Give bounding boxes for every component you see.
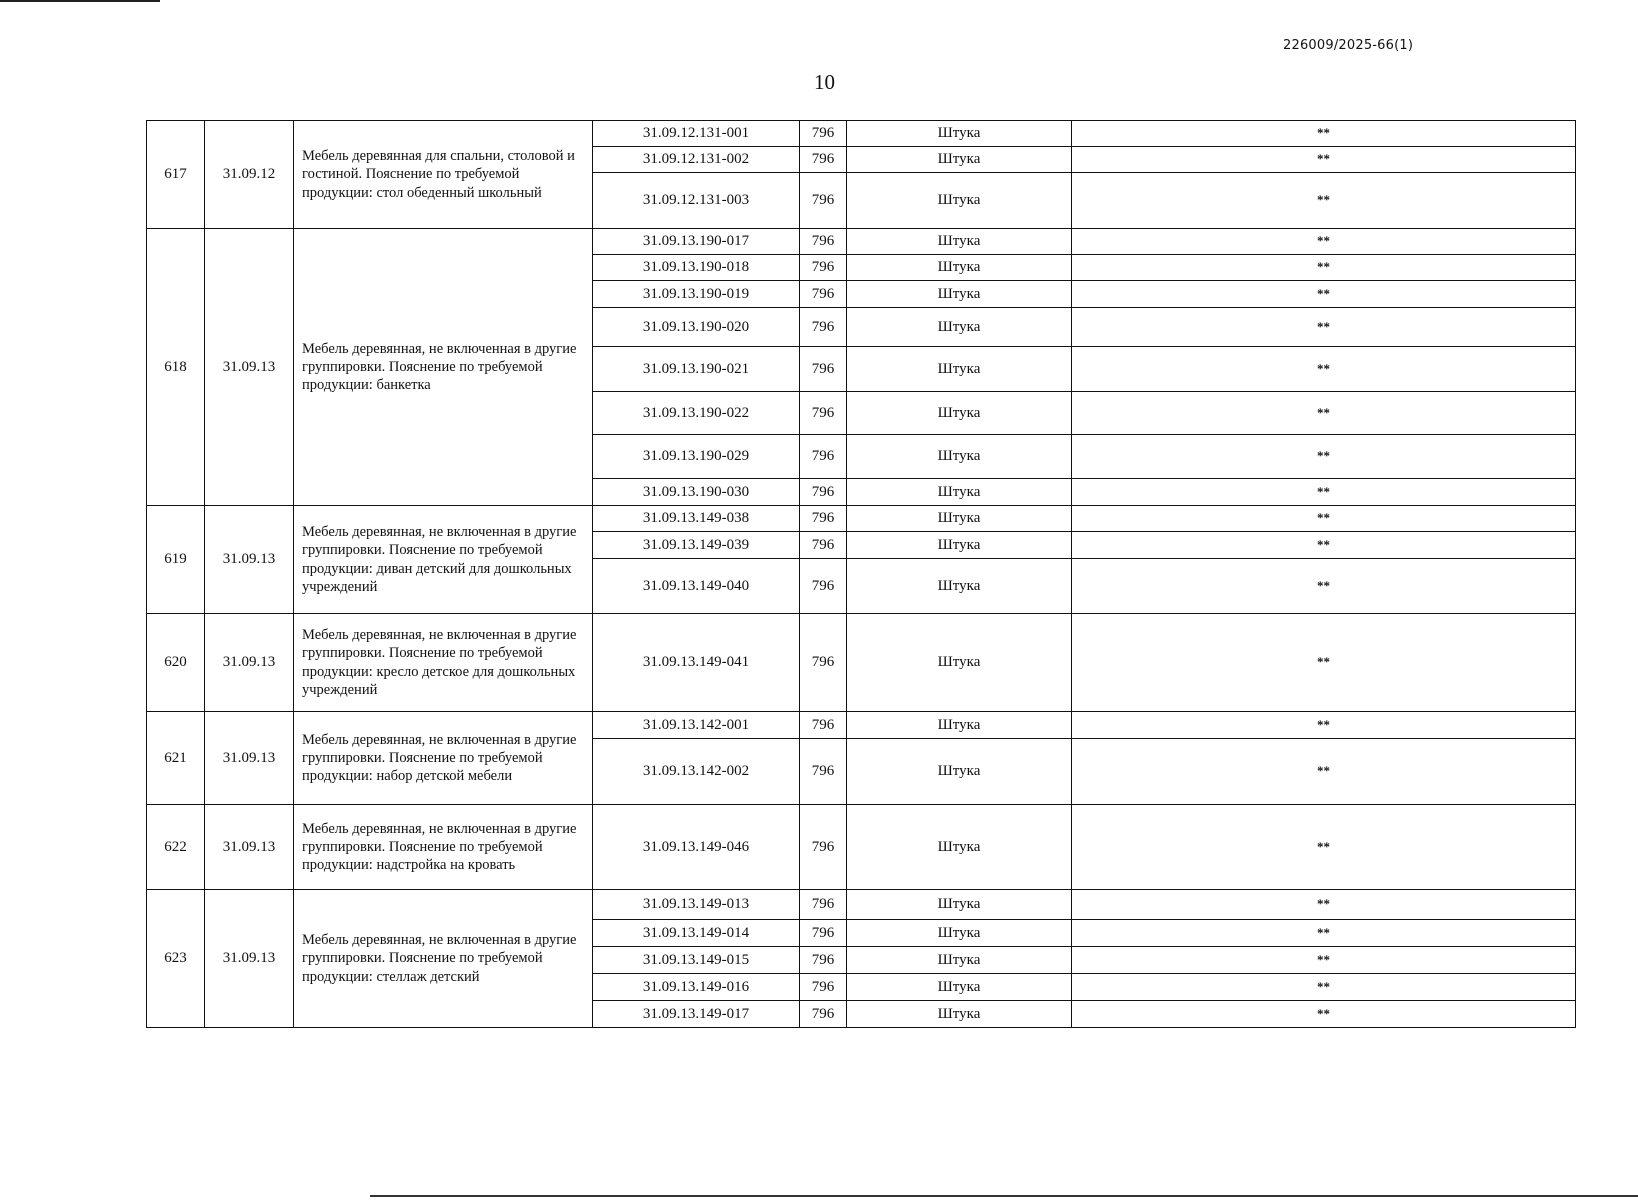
unit-name: Штука	[847, 739, 1072, 805]
quantity-note: **	[1072, 479, 1576, 506]
unit-name: Штука	[847, 229, 1072, 255]
okei-code: 796	[800, 121, 847, 147]
okei-code: 796	[800, 255, 847, 281]
quantity-note: **	[1072, 147, 1576, 173]
okei-code: 796	[800, 712, 847, 739]
row-number: 623	[147, 890, 205, 1028]
unit-name: Штука	[847, 347, 1072, 392]
table-row	[147, 712, 1576, 739]
ktru-code: 31.09.13.149-038	[593, 506, 800, 532]
ktru-code: 31.09.13.149-041	[593, 614, 800, 712]
quantity-note: **	[1072, 920, 1576, 947]
products-table	[146, 120, 1576, 1028]
quantity-note: **	[1072, 506, 1576, 532]
unit-name: Штука	[847, 1001, 1072, 1028]
okei-code: 796	[800, 229, 847, 255]
okei-code: 796	[800, 308, 847, 347]
row-number: 619	[147, 506, 205, 614]
unit-name: Штука	[847, 255, 1072, 281]
ktru-code: 31.09.13.149-015	[593, 947, 800, 974]
okpd-code: 31.09.13	[205, 614, 294, 712]
okei-code: 796	[800, 1001, 847, 1028]
product-description: Мебель деревянная для спальни, столовой и гостиной. Пояснение по требуемой продукции: стол обеденный школьный	[294, 121, 593, 229]
quantity-note: **	[1072, 712, 1576, 739]
ktru-code: 31.09.12.131-002	[593, 147, 800, 173]
okei-code: 796	[800, 347, 847, 392]
okei-code: 796	[800, 532, 847, 559]
unit-name: Штука	[847, 506, 1072, 532]
okei-code: 796	[800, 392, 847, 435]
ktru-code: 31.09.13.149-013	[593, 890, 800, 920]
unit-name: Штука	[847, 479, 1072, 506]
okei-code: 796	[800, 947, 847, 974]
row-number: 617	[147, 121, 205, 229]
okei-code: 796	[800, 920, 847, 947]
unit-name: Штука	[847, 805, 1072, 890]
okpd-code: 31.09.13	[205, 712, 294, 805]
quantity-note: **	[1072, 173, 1576, 229]
quantity-note: **	[1072, 614, 1576, 712]
product-description: Мебель деревянная, не включенная в другие группировки. Пояснение по требуемой продукции: кресло детское для дошкольных учреждений	[294, 614, 593, 712]
row-number: 620	[147, 614, 205, 712]
okei-code: 796	[800, 281, 847, 308]
ktru-code: 31.09.13.149-046	[593, 805, 800, 890]
unit-name: Штука	[847, 308, 1072, 347]
quantity-note: **	[1072, 435, 1576, 479]
unit-name: Штука	[847, 614, 1072, 712]
quantity-note: **	[1072, 947, 1576, 974]
okpd-code: 31.09.13	[205, 890, 294, 1028]
quantity-note: **	[1072, 347, 1576, 392]
quantity-note: **	[1072, 739, 1576, 805]
okei-code: 796	[800, 805, 847, 890]
ktru-code: 31.09.13.142-002	[593, 739, 800, 805]
unit-name: Штука	[847, 974, 1072, 1001]
okei-code: 796	[800, 173, 847, 229]
ktru-code: 31.09.12.131-003	[593, 173, 800, 229]
ktru-code: 31.09.13.190-022	[593, 392, 800, 435]
okei-code: 796	[800, 506, 847, 532]
ktru-code: 31.09.13.149-016	[593, 974, 800, 1001]
quantity-note: **	[1072, 121, 1576, 147]
document-id: 226009/2025-66(1)	[1283, 38, 1414, 53]
product-description: Мебель деревянная, не включенная в другие группировки. Пояснение по требуемой продукции: диван детский для дошкольных учреждений	[294, 506, 593, 614]
table-row	[147, 121, 1576, 147]
okpd-code: 31.09.12	[205, 121, 294, 229]
scan-edge-line-top	[0, 0, 160, 2]
table-row	[147, 229, 1576, 255]
ktru-code: 31.09.12.131-001	[593, 121, 800, 147]
okpd-code: 31.09.13	[205, 229, 294, 506]
ktru-code: 31.09.13.190-021	[593, 347, 800, 392]
quantity-note: **	[1072, 532, 1576, 559]
table-row	[147, 805, 1576, 890]
ktru-code: 31.09.13.190-018	[593, 255, 800, 281]
product-description: Мебель деревянная, не включенная в другие группировки. Пояснение по требуемой продукции: стеллаж детский	[294, 890, 593, 1028]
unit-name: Штука	[847, 121, 1072, 147]
unit-name: Штука	[847, 559, 1072, 614]
ktru-code: 31.09.13.190-030	[593, 479, 800, 506]
okei-code: 796	[800, 147, 847, 173]
quantity-note: **	[1072, 255, 1576, 281]
row-number: 621	[147, 712, 205, 805]
unit-name: Штука	[847, 532, 1072, 559]
ktru-code: 31.09.13.190-020	[593, 308, 800, 347]
okpd-code: 31.09.13	[205, 506, 294, 614]
okei-code: 796	[800, 974, 847, 1001]
product-description: Мебель деревянная, не включенная в другие группировки. Пояснение по требуемой продукции: набор детской мебели	[294, 712, 593, 805]
unit-name: Штука	[847, 435, 1072, 479]
product-description: Мебель деревянная, не включенная в другие группировки. Пояснение по требуемой продукции: надстройка на кровать	[294, 805, 593, 890]
okei-code: 796	[800, 890, 847, 920]
okpd-code: 31.09.13	[205, 805, 294, 890]
table-row	[147, 506, 1576, 532]
product-description: Мебель деревянная, не включенная в другие группировки. Пояснение по требуемой продукции: банкетка	[294, 229, 593, 506]
quantity-note: **	[1072, 308, 1576, 347]
page-number: 10	[814, 70, 835, 94]
okei-code: 796	[800, 479, 847, 506]
unit-name: Штука	[847, 920, 1072, 947]
quantity-note: **	[1072, 890, 1576, 920]
ktru-code: 31.09.13.149-017	[593, 1001, 800, 1028]
okei-code: 796	[800, 435, 847, 479]
products-table-body	[147, 121, 1576, 1028]
unit-name: Штука	[847, 392, 1072, 435]
quantity-note: **	[1072, 229, 1576, 255]
unit-name: Штука	[847, 947, 1072, 974]
ktru-code: 31.09.13.149-039	[593, 532, 800, 559]
ktru-code: 31.09.13.149-040	[593, 559, 800, 614]
quantity-note: **	[1072, 1001, 1576, 1028]
table-row	[147, 890, 1576, 920]
ktru-code: 31.09.13.190-019	[593, 281, 800, 308]
row-number: 618	[147, 229, 205, 506]
quantity-note: **	[1072, 559, 1576, 614]
okei-code: 796	[800, 559, 847, 614]
okei-code: 796	[800, 739, 847, 805]
unit-name: Штука	[847, 281, 1072, 308]
unit-name: Штука	[847, 147, 1072, 173]
unit-name: Штука	[847, 173, 1072, 229]
quantity-note: **	[1072, 805, 1576, 890]
unit-name: Штука	[847, 890, 1072, 920]
scan-edge-line-bottom	[370, 1195, 1638, 1197]
row-number: 622	[147, 805, 205, 890]
ktru-code: 31.09.13.190-017	[593, 229, 800, 255]
okei-code: 796	[800, 614, 847, 712]
ktru-code: 31.09.13.149-014	[593, 920, 800, 947]
unit-name: Штука	[847, 712, 1072, 739]
quantity-note: **	[1072, 974, 1576, 1001]
table-row	[147, 614, 1576, 712]
quantity-note: **	[1072, 281, 1576, 308]
quantity-note: **	[1072, 392, 1576, 435]
ktru-code: 31.09.13.190-029	[593, 435, 800, 479]
ktru-code: 31.09.13.142-001	[593, 712, 800, 739]
